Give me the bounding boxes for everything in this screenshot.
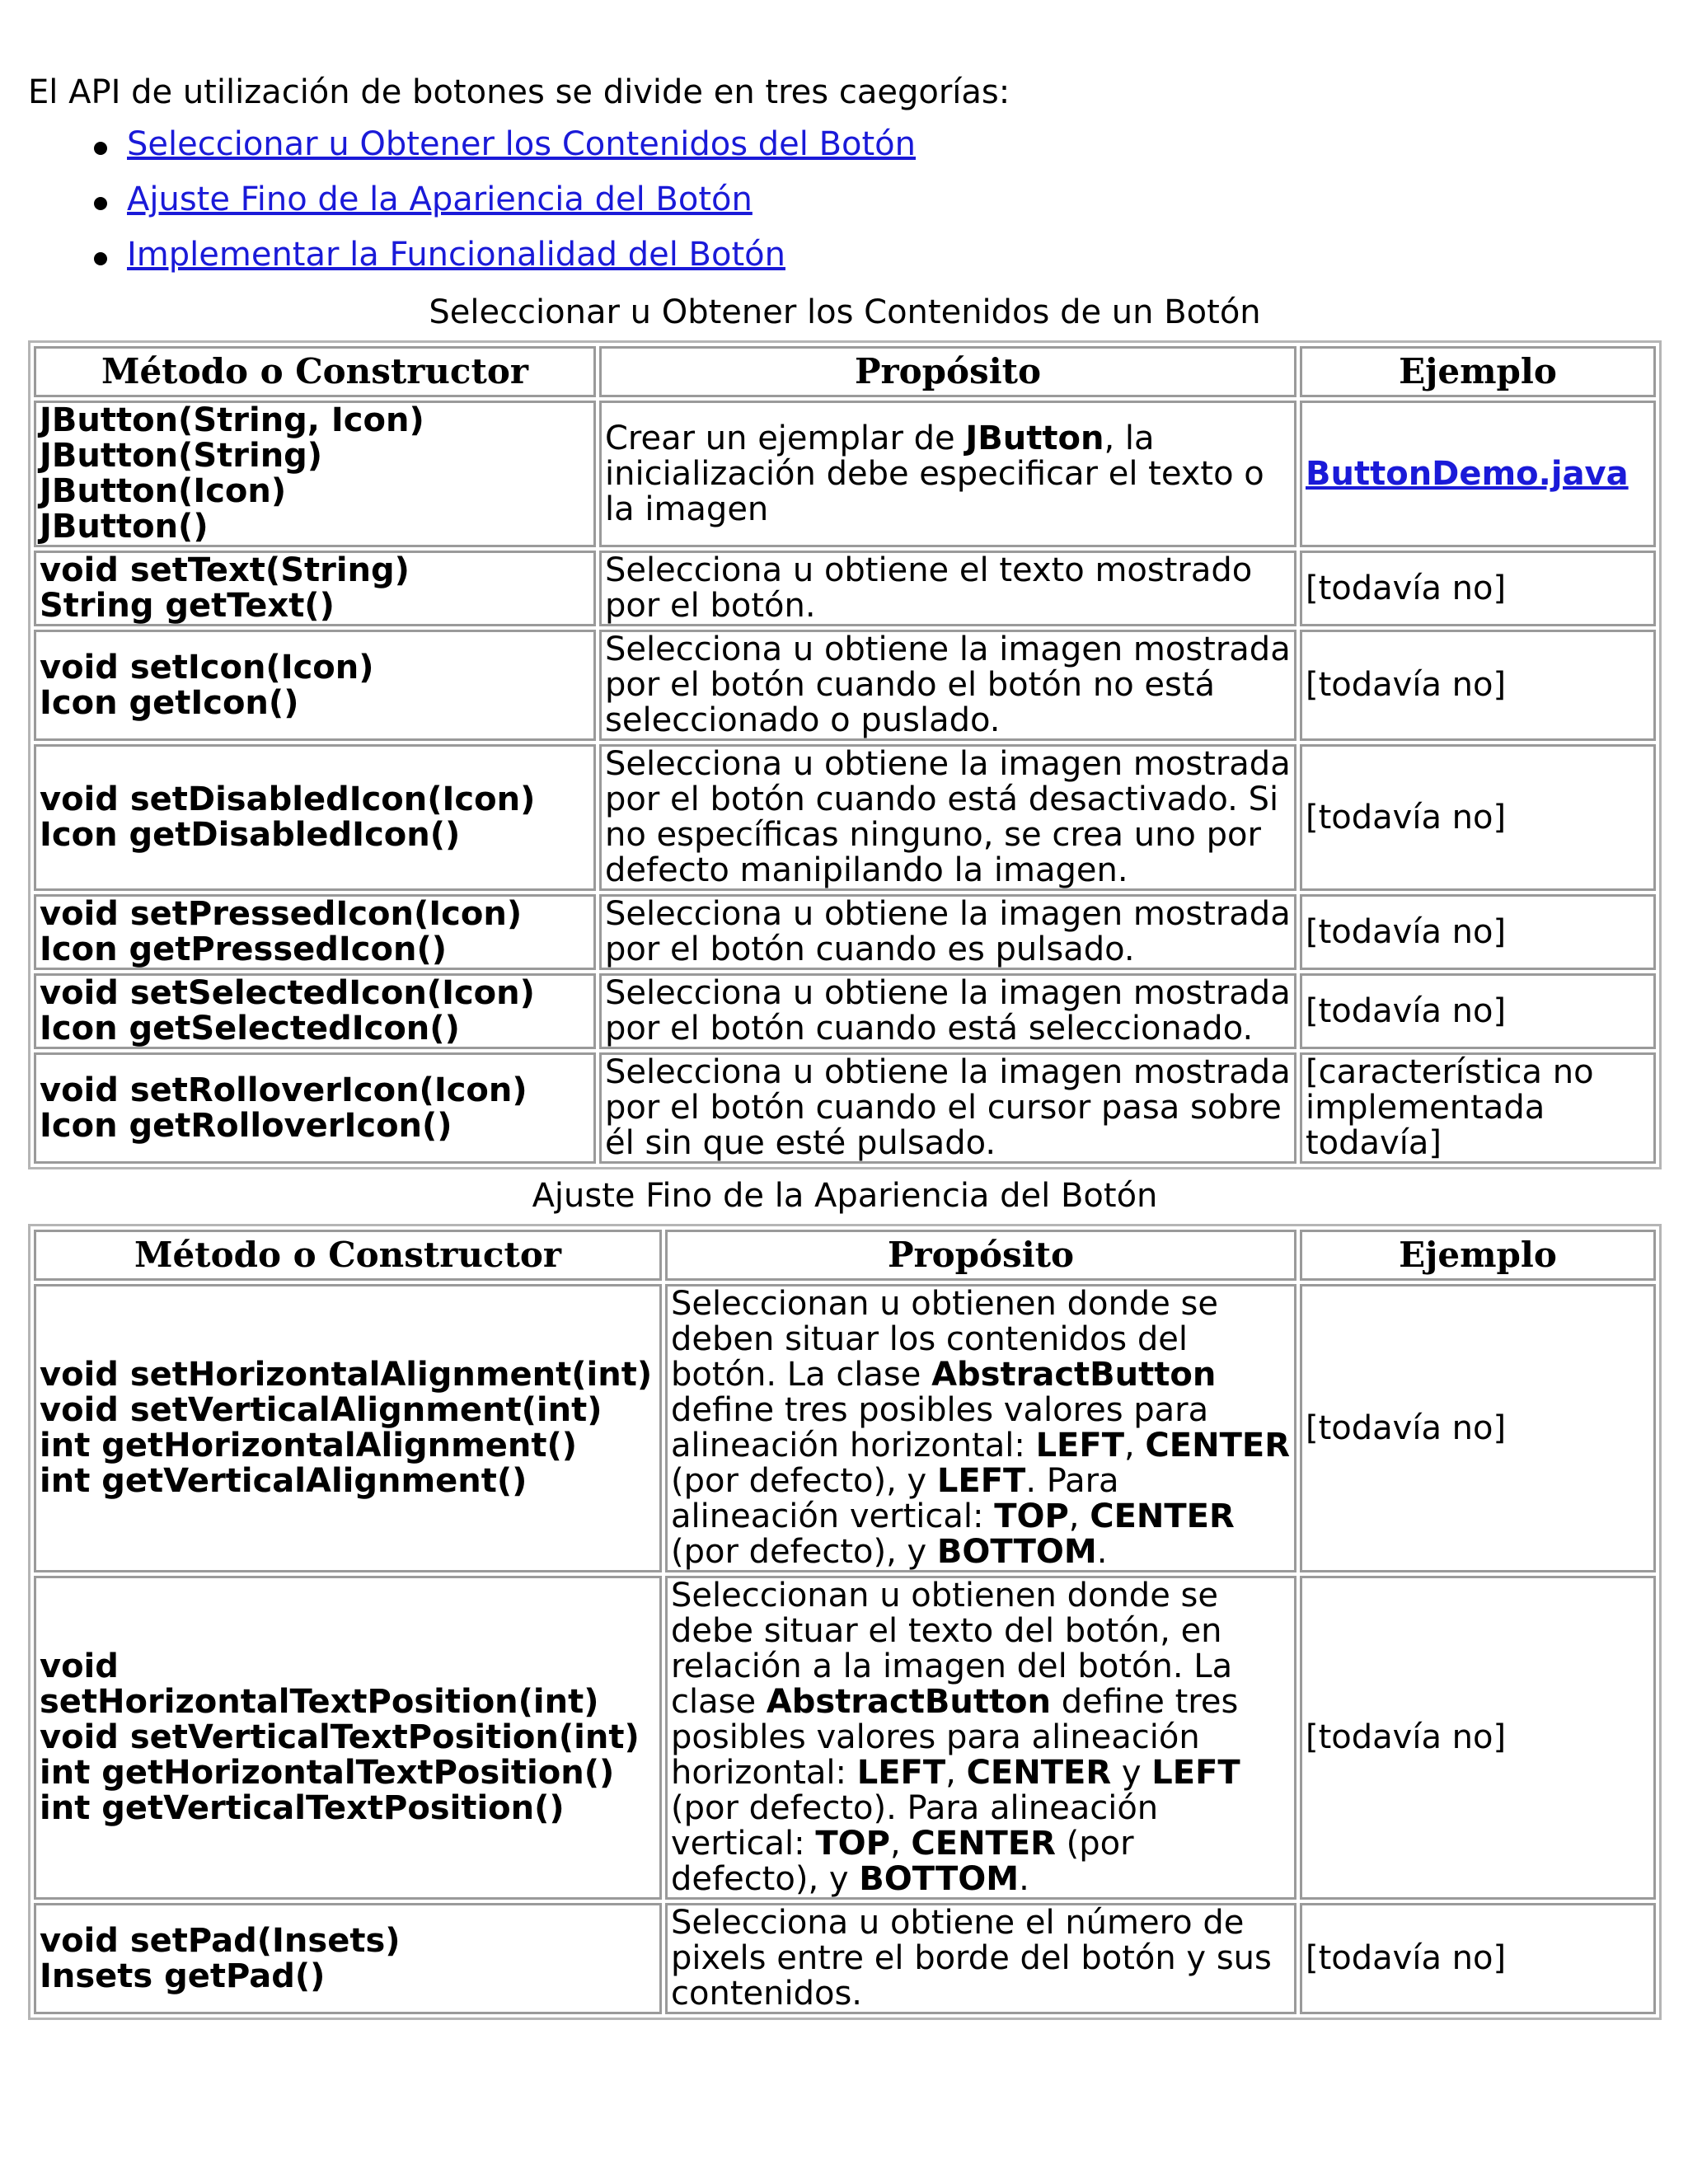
example-link[interactable]: ButtonDemo.java — [1306, 454, 1629, 493]
method-signature: int getVerticalTextPosition() — [40, 1789, 565, 1827]
purpose-cell — [599, 401, 1296, 547]
purpose-cell: Selecciona u obtiene el número de pixels entre el borde del botón y sus contenidos. — [665, 1903, 1296, 2014]
list-item — [127, 117, 1662, 172]
table2-caption: Ajuste Fino de la Apariencia del Botón — [532, 1177, 1158, 1215]
keyword: BOTTOM — [936, 1533, 1097, 1571]
table-row — [34, 1576, 1656, 1900]
method-cell — [34, 1052, 596, 1164]
purpose-cell — [665, 1576, 1296, 1900]
method-signature: Icon getDisabledIcon() — [40, 816, 461, 854]
keyword: LEFT — [936, 1462, 1026, 1500]
method-signature: void setHorizontalTextPosition(int) — [40, 1647, 599, 1721]
purpose-text: (por defecto), y — [671, 1462, 937, 1500]
method-signature: void setVerticalAlignment(int) — [40, 1391, 603, 1429]
header-purpose: Propósito — [665, 1230, 1296, 1281]
header-method: Método o Constructor — [34, 346, 596, 397]
purpose-text: . — [1019, 1860, 1029, 1898]
table-row — [34, 894, 1656, 970]
header-example: Ejemplo — [1300, 346, 1656, 397]
method-signature: String getText() — [40, 587, 335, 625]
purpose-text: define tres posibles valores para alineación horizontal: — [671, 1683, 1239, 1792]
method-signature: Icon getPressedIcon() — [40, 930, 448, 968]
table-row — [34, 973, 1656, 1049]
keyword: LEFT — [856, 1754, 946, 1792]
example-cell: [todavía no] — [1300, 551, 1656, 626]
method-signature: Icon getSelectedIcon() — [40, 1010, 460, 1047]
keyword: CENTER — [1090, 1497, 1235, 1535]
method-cell — [34, 1576, 662, 1900]
header-example: Ejemplo — [1300, 1230, 1656, 1281]
method-signature: Icon getIcon() — [40, 683, 299, 722]
method-signature: JButton(String, Icon) — [40, 401, 424, 439]
header-purpose: Propósito — [599, 346, 1296, 397]
method-signature: void setHorizontalAlignment(int) — [40, 1356, 653, 1394]
method-cell — [34, 551, 596, 626]
class-name: JButton — [965, 419, 1104, 457]
method-signature: Icon getRolloverIcon() — [40, 1106, 452, 1145]
method-signature: void setPad(Insets) — [40, 1921, 401, 1960]
table1-caption: Seleccionar u Obtener los Contenidos de un Botón — [429, 293, 1261, 331]
purpose-cell: Selecciona u obtiene la imagen mostrada por el botón cuando está seleccionado. — [599, 973, 1296, 1049]
link-seleccionar-contenidos[interactable]: Seleccionar u Obtener los Contenidos del Botón — [127, 125, 916, 163]
method-cell — [34, 1284, 662, 1572]
list-item — [127, 227, 1662, 283]
purpose-text: Seleccionan u obtienen donde se deben situar los contenidos del botón. La clase — [671, 1285, 1218, 1394]
table-header-row — [34, 346, 1656, 397]
purpose-cell — [665, 1284, 1296, 1572]
keyword: TOP — [815, 1825, 890, 1863]
method-signature: void setText(String) — [40, 551, 410, 589]
category-list — [28, 117, 1662, 283]
method-signature: void setIcon(Icon) — [40, 648, 374, 687]
method-signature: void setVerticalTextPosition(int) — [40, 1718, 640, 1756]
example-cell: [todavía no] — [1300, 630, 1656, 741]
purpose-text: . Para alineación vertical: — [671, 1462, 1119, 1535]
purpose-cell: Selecciona u obtiene la imagen mostrada por el botón cuando es pulsado. — [599, 894, 1296, 970]
table-appearance — [28, 1224, 1662, 2020]
method-signature: void setRolloverIcon(Icon) — [40, 1071, 528, 1109]
table-row — [34, 1284, 1656, 1572]
keyword: AbstractButton — [931, 1356, 1217, 1394]
purpose-text: (por defecto), y — [671, 1825, 1134, 1898]
example-cell: [todavía no] — [1300, 894, 1656, 970]
table-row — [34, 1903, 1656, 2014]
header-method: Método o Constructor — [34, 1230, 662, 1281]
example-cell: [todavía no] — [1300, 744, 1656, 891]
table-row — [34, 744, 1656, 891]
example-cell: [todavía no] — [1300, 1903, 1656, 2014]
link-ajuste-fino[interactable]: Ajuste Fino de la Apariencia del Botón — [127, 180, 753, 218]
method-signature: JButton(String) — [40, 437, 323, 475]
example-cell: [todavía no] — [1300, 1576, 1656, 1900]
method-signature: int getVerticalAlignment() — [40, 1462, 528, 1500]
table-header-row — [34, 1230, 1656, 1281]
method-cell — [34, 744, 596, 891]
purpose-text: define tres posibles valores para alineación horizontal: — [671, 1391, 1209, 1465]
method-signature: int getHorizontalAlignment() — [40, 1427, 578, 1465]
example-cell: [todavía no] — [1300, 1284, 1656, 1572]
method-signature: int getHorizontalTextPosition() — [40, 1754, 615, 1792]
purpose-text: . — [1096, 1533, 1108, 1571]
purpose-text: Crear un ejemplar de — [605, 419, 966, 457]
method-signature: JButton(Icon) — [40, 472, 287, 510]
link-implementar-funcionalidad[interactable]: Implementar la Funcionalidad del Botón — [127, 236, 785, 274]
intro-text: El API de utilización de botones se divide en tres caegorías: — [28, 73, 1010, 111]
keyword: LEFT — [1151, 1754, 1240, 1792]
list-item — [127, 172, 1662, 227]
example-cell — [1300, 401, 1656, 547]
table-row — [34, 551, 1656, 626]
keyword: AbstractButton — [766, 1683, 1052, 1721]
keyword: TOP — [994, 1497, 1069, 1535]
table-row — [34, 1052, 1656, 1164]
method-signature: void setSelectedIcon(Icon) — [40, 974, 535, 1012]
table-row — [34, 401, 1656, 547]
purpose-text: , — [889, 1825, 912, 1863]
keyword: CENTER — [1145, 1427, 1290, 1465]
method-signature: void setPressedIcon(Icon) — [40, 895, 523, 933]
example-cell: [característica no implementada todavía] — [1300, 1052, 1656, 1164]
method-cell — [34, 401, 596, 547]
keyword: CENTER — [911, 1825, 1056, 1863]
method-cell — [34, 1903, 662, 2014]
page — [28, 73, 1662, 2020]
purpose-text: , la inicialización debe especificar el texto o la imagen — [605, 419, 1264, 528]
purpose-text: Seleccionan u obtienen donde se debe situar el texto del botón, en relación a la imagen del botón. La clase — [671, 1577, 1233, 1721]
table-row — [34, 630, 1656, 741]
purpose-cell: Selecciona u obtiene la imagen mostrada por el botón cuando está desactivado. Si no específicas ninguno, se crea uno por defecto manipilando la imagen. — [599, 744, 1296, 891]
purpose-cell: Selecciona u obtiene el texto mostrado por el botón. — [599, 551, 1296, 626]
example-cell: [todavía no] — [1300, 973, 1656, 1049]
method-signature: void setDisabledIcon(Icon) — [40, 780, 536, 818]
purpose-text: , — [945, 1754, 967, 1792]
method-cell — [34, 630, 596, 741]
purpose-text: , — [1123, 1427, 1146, 1465]
method-cell — [34, 894, 596, 970]
purpose-text: (por defecto), y — [671, 1533, 937, 1571]
purpose-cell: Selecciona u obtiene la imagen mostrada por el botón cuando el cursor pasa sobre él sin que esté pulsado. — [599, 1052, 1296, 1164]
table-contents — [28, 340, 1662, 1169]
purpose-text: y — [1111, 1754, 1152, 1792]
purpose-text: , — [1068, 1497, 1090, 1535]
keyword: CENTER — [966, 1754, 1112, 1792]
keyword: LEFT — [1035, 1427, 1124, 1465]
keyword: BOTTOM — [859, 1860, 1020, 1898]
method-signature: Insets getPad() — [40, 1957, 326, 1995]
method-signature: JButton() — [40, 508, 209, 546]
method-cell — [34, 973, 596, 1049]
purpose-cell: Selecciona u obtiene la imagen mostrada por el botón cuando el botón no está seleccionado o puslado. — [599, 630, 1296, 741]
purpose-text: (por defecto). Para alineación vertical: — [671, 1789, 1159, 1863]
